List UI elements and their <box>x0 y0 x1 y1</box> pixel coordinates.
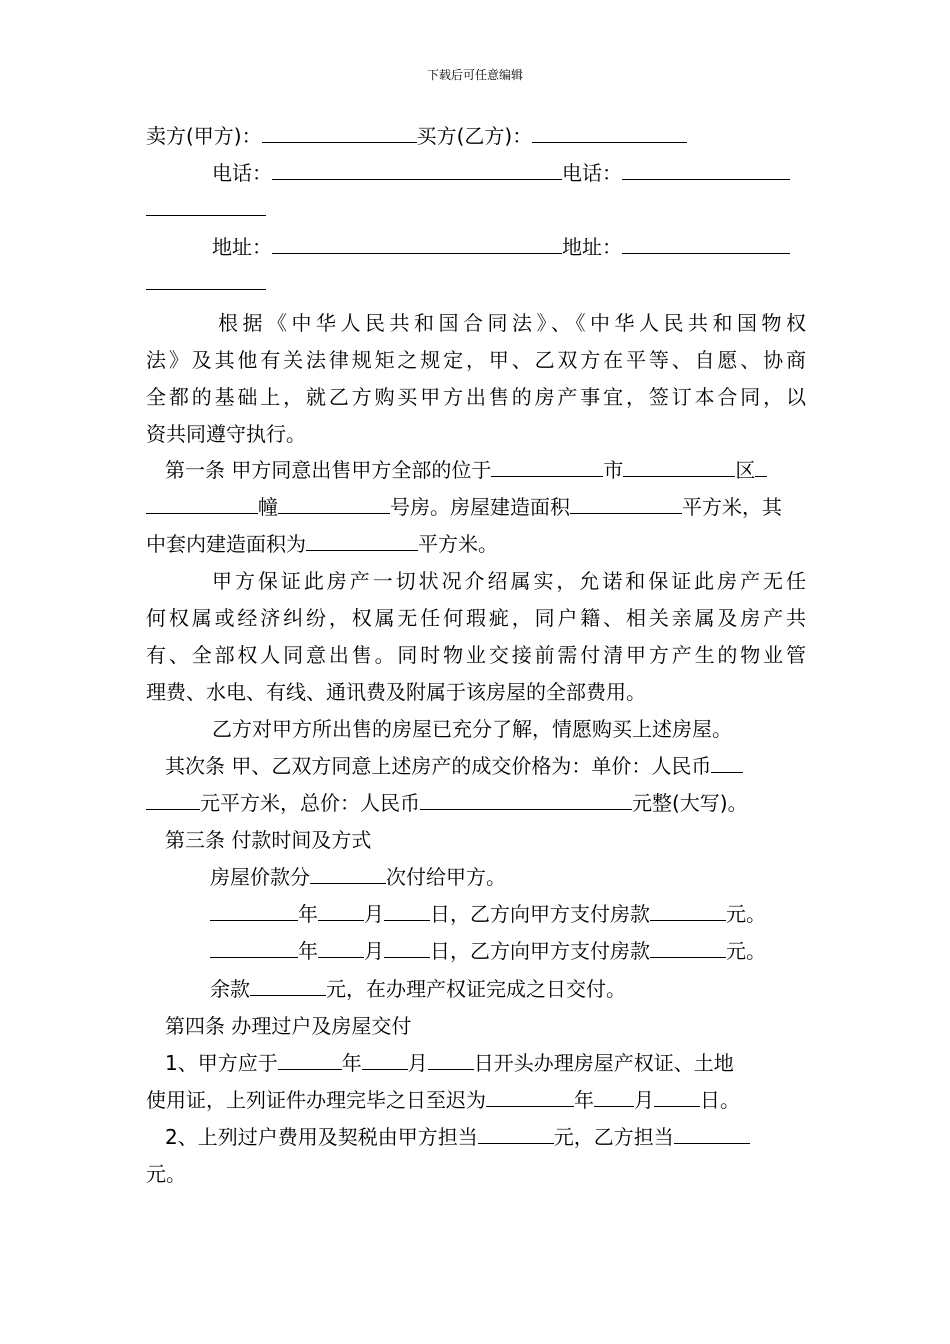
room-label: 号房。房屋建造面积 <box>390 495 570 519</box>
installments-line <box>210 864 506 890</box>
buyer-fee-blank[interactable] <box>674 1124 750 1144</box>
year-label: 年 <box>298 939 318 963</box>
intro-line-2: 法》及其他有关法律规矩之规定，甲、乙双方在平等、自愿、协商 <box>146 348 806 372</box>
district-label: 区 <box>735 458 756 482</box>
inner-area-label: 中套内建造面积为 <box>146 532 306 556</box>
unit-price-blank[interactable] <box>711 753 743 773</box>
seller-phone-blank[interactable] <box>272 160 562 180</box>
yuan-label: 元。 <box>726 902 766 926</box>
city-blank[interactable] <box>491 457 603 477</box>
buyer-blank[interactable] <box>532 123 687 143</box>
article-1-text: 第一条 甲方同意出售甲方全部的位于 <box>165 458 492 482</box>
p1-deadline-year-blank[interactable] <box>486 1087 574 1107</box>
intro-line-1: 根据《中华人民共和国合同法》、《中华人民共和国物权 <box>218 311 806 335</box>
total-price-blank[interactable] <box>420 790 632 810</box>
guarantee-line-2: 何权属或经济纠纷，权属无任何瑕疵，同户籍、相关亲属及房产共 <box>146 606 806 630</box>
article-4-p1-line-1 <box>165 1050 734 1076</box>
payment-2-amount-blank[interactable] <box>650 938 726 958</box>
balance-line <box>210 976 626 1002</box>
balance-label: 余款 <box>210 977 250 1001</box>
unit-price-unit: 元平方米，总价：人民币 <box>200 791 420 815</box>
payment-2-text: 日，乙方向甲方支付房款 <box>430 939 650 963</box>
buyer-address-label: 地址： <box>562 235 622 259</box>
p2-text-2: 元，乙方担当 <box>553 1125 674 1149</box>
payment-1-text: 日，乙方向甲方支付房款 <box>430 902 650 926</box>
p2-text: 2、上列过户费用及契税由甲方担当 <box>165 1125 478 1149</box>
article-1-line-2 <box>146 494 782 520</box>
phone-line-cont <box>146 196 266 222</box>
address-line-cont <box>146 270 266 296</box>
seller-blank[interactable] <box>262 123 417 143</box>
yuan-label: 元。 <box>726 939 766 963</box>
p1-text: 1、甲方应于 <box>165 1051 278 1075</box>
article-4-title: 第四条 办理过户及房屋交付 <box>165 1014 412 1038</box>
payment-2-day-blank[interactable] <box>384 938 430 958</box>
payment-1-day-blank[interactable] <box>384 901 430 921</box>
area-unit: 平方米，其 <box>682 495 782 519</box>
p1-day-blank[interactable] <box>428 1050 474 1070</box>
p1-month-blank[interactable] <box>362 1050 408 1070</box>
unit-price-blank-cont[interactable] <box>146 790 200 810</box>
month-label: 月 <box>364 902 384 926</box>
district-blank[interactable] <box>623 457 735 477</box>
article-2-line-1 <box>165 753 743 779</box>
city-label: 市 <box>603 458 624 482</box>
phone-line <box>212 160 790 186</box>
seller-phone-label: 电话： <box>212 161 272 185</box>
article-3-title: 第三条 付款时间及方式 <box>165 828 372 852</box>
payment-line-2 <box>210 938 766 964</box>
guarantee-line-3: 有、全部权人同意出售。同时物业交接前需付清甲方产生的物业管 <box>146 643 806 667</box>
year-label: 年 <box>574 1088 594 1112</box>
balance-text: 元，在办理产权证完成之日交付。 <box>326 977 626 1001</box>
area-blank[interactable] <box>570 494 682 514</box>
intro-line-3: 全都的基础上，就乙方购买甲方出售的房产事宜，签订本合同，以 <box>146 385 806 409</box>
article-4-p2-line-2: 元。 <box>146 1162 186 1186</box>
seller-fee-blank[interactable] <box>478 1124 554 1144</box>
installments-blank[interactable] <box>310 864 386 884</box>
buyer-phone-label: 电话： <box>562 161 622 185</box>
article-4-p1-line-2 <box>146 1087 740 1113</box>
payment-1-amount-blank[interactable] <box>650 901 726 921</box>
payment-1-year-blank[interactable] <box>210 901 298 921</box>
article-1-line-1 <box>165 457 767 483</box>
payment-line-1 <box>210 901 766 927</box>
guarantee-line-1: 甲方保证此房产一切状况介绍属实，允诺和保证此房产无任 <box>212 569 806 593</box>
p1-text-3: 使用证，上列证件办理完毕之日至迟为 <box>146 1088 486 1112</box>
party-line <box>146 123 687 149</box>
intro-line-4: 资共同遵守执行。 <box>146 422 306 446</box>
buyer-acknowledgement: 乙方对甲方所出售的房屋已充分了解，情愿购买上述房屋。 <box>212 717 732 741</box>
day-label: 日。 <box>700 1088 740 1112</box>
p1-deadline-month-blank[interactable] <box>594 1087 634 1107</box>
article-1-line-3 <box>146 531 498 557</box>
article-4-p2-line-1 <box>165 1124 750 1150</box>
balance-blank[interactable] <box>250 976 326 996</box>
p1-year-blank[interactable] <box>278 1050 342 1070</box>
installments-unit: 次付给甲方。 <box>386 865 506 889</box>
installments-label: 房屋价款分 <box>210 865 310 889</box>
p1-text-2: 日开头办理房屋产权证、土地 <box>473 1051 734 1075</box>
article-2-line-2 <box>146 790 748 816</box>
seller-label: 卖方(甲方)： <box>146 124 262 148</box>
buyer-phone-blank[interactable] <box>622 160 790 180</box>
seller-address-blank[interactable] <box>272 234 562 254</box>
page-header: 下载后可任意编辑 <box>426 68 523 82</box>
inner-area-blank[interactable] <box>306 531 418 551</box>
inner-area-unit: 平方米。 <box>418 532 498 556</box>
building-blank[interactable] <box>146 494 258 514</box>
guarantee-line-4: 理费、水电、有线、通讯费及附属于该房屋的全部费用。 <box>146 680 646 704</box>
month-label: 月 <box>364 939 384 963</box>
buyer-address-blank[interactable] <box>622 234 790 254</box>
buyer-label: 买方(乙方)： <box>416 124 533 148</box>
payment-2-month-blank[interactable] <box>318 938 364 958</box>
building-label: 幢 <box>258 495 278 519</box>
buyer-phone-blank-cont[interactable] <box>146 196 266 216</box>
district-blank-tail[interactable] <box>755 457 767 477</box>
year-label: 年 <box>298 902 318 926</box>
payment-2-year-blank[interactable] <box>210 938 298 958</box>
seller-address-label: 地址： <box>212 235 272 259</box>
month-label: 月 <box>634 1088 654 1112</box>
p1-deadline-day-blank[interactable] <box>654 1087 700 1107</box>
year-label: 年 <box>341 1051 362 1075</box>
address-line <box>212 234 790 260</box>
room-blank[interactable] <box>278 494 390 514</box>
article-2-text: 其次条 甲、乙双方同意上述房产的成交价格为：单价：人民币 <box>165 754 712 778</box>
buyer-address-blank-cont[interactable] <box>146 270 266 290</box>
total-price-unit: 元整(大写)。 <box>632 791 748 815</box>
month-label: 月 <box>407 1051 428 1075</box>
payment-1-month-blank[interactable] <box>318 901 364 921</box>
